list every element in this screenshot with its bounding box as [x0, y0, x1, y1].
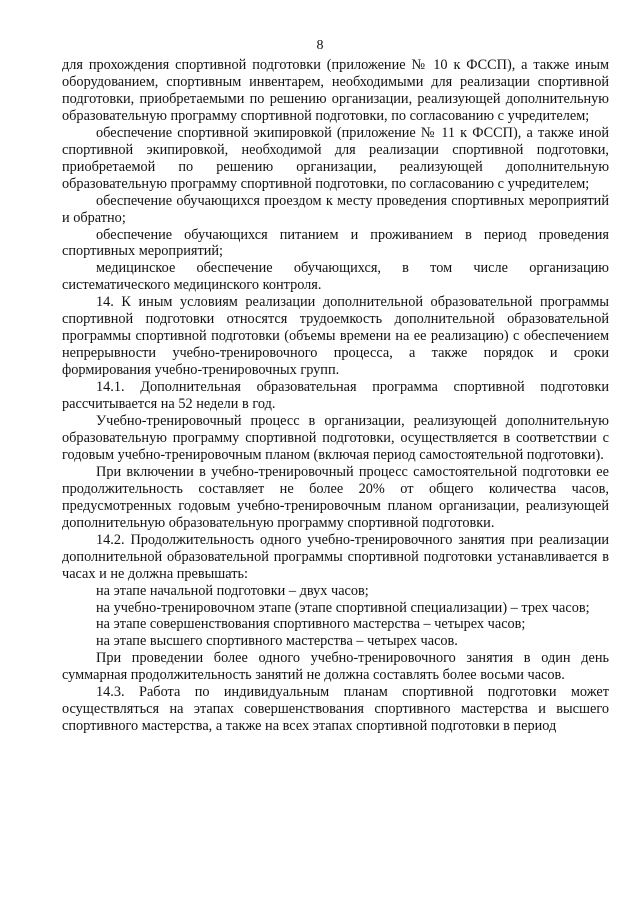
- list-item: на этапе совершенствования спортивного мастерства – четырех часов;: [96, 616, 526, 633]
- paragraph: 14. К иным условиям реализации дополнительной образовательной программы спортивной подготовки относятся трудоемкость дополнительной образовательной программы спортивной подготовки (объемы времени на ее реализацию) с обеспечением непрерывности учебно-тренировочного процесса, а также порядок и сроки формирования учебно-тренировочных групп.: [62, 294, 609, 379]
- paragraph: обеспечение обучающихся питанием и проживанием в период проведения спортивных мероприятий;: [62, 226, 609, 260]
- list-item: на этапе начальной подготовки – двух часов;: [96, 582, 369, 599]
- paragraph: При проведении более одного учебно-тренировочного занятия в один день суммарная продолжительность занятий не должна составлять более восьми часов.: [62, 650, 609, 684]
- paragraph: 14.2. Продолжительность одного учебно-тренировочного занятия при реализации дополнительной образовательной программы спортивной подготовки устанавливается в часах и не должна превышать:: [62, 531, 609, 582]
- paragraph: Учебно-тренировочный процесс в организации, реализующей дополнительную образовательную программу спортивной подготовки, осуществляется в соответствии с годовым учебно-тренировочным планом (включая период самостоятельной подготовки).: [62, 413, 609, 463]
- document-body: [62, 57, 609, 735]
- paragraph: медицинское обеспечение обучающихся, в том числе организацию систематического медицинского контроля.: [62, 260, 609, 294]
- paragraph: обеспечение спортивной экипировкой (приложение № 11 к ФССП), а также иной спортивной экипировкой, необходимой для реализации спортивной подготовки, приобретаемой по решению организации, реализующей дополнительную образовательную программу спортивной подготовки, по согласованию с учредителем;: [62, 124, 609, 192]
- paragraph: для прохождения спортивной подготовки (приложение № 10 к ФССП), а также иным оборудованием, спортивным инвентарем, необходимыми для реализации спортивной подготовки, приобретаемыми по решению организации, реализующей дополнительную образовательную программу спортивной подготовки, по согласованию с учредителем;: [62, 57, 609, 124]
- paragraph: 14.3. Работа по индивидуальным планам спортивной подготовки может осуществляться на этапах совершенствования спортивного мастерства и высшего спортивного мастерства, а также на всех этапах спортивной подготовки в период: [62, 684, 609, 735]
- paragraph: 14.1. Дополнительная образовательная программа спортивной подготовки рассчитывается на 52 недели в год.: [62, 379, 609, 413]
- list-item: на этапе высшего спортивного мастерства – четырех часов.: [96, 633, 458, 650]
- paragraph: При включении в учебно-тренировочный процесс самостоятельной подготовки ее продолжительность составляет не более 20% от общего количества часов, предусмотренных годовым учебно-тренировочным планом организации, реализующей дополнительную образовательную программу спортивной подготовки.: [62, 463, 609, 531]
- list-item: на учебно-тренировочном этапе (этапе спортивной специализации) – трех часов;: [96, 599, 590, 616]
- page-number: 8: [316, 38, 324, 53]
- paragraph: обеспечение обучающихся проездом к месту проведения спортивных мероприятий и обратно;: [62, 192, 609, 226]
